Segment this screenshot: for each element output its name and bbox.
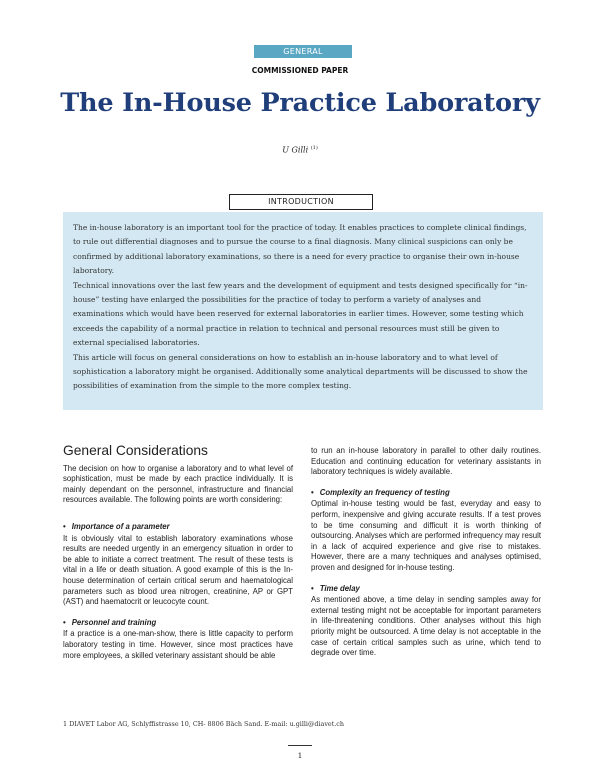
right-column: [311, 446, 541, 665]
introduction-heading: INTRODUCTION: [229, 194, 373, 210]
section-heading: General Considerations: [63, 443, 208, 458]
author-line: [0, 145, 600, 155]
subsection-heading: • Personnel and training: [63, 617, 157, 627]
article-title: The In-House Practice Laboratory: [60, 88, 540, 118]
body-paragraph: The decision on how to organise a laboratory and to what level of sophistication, must be made by each practice individually. It is mainly dependant on the personnel, infrastructure and financial resources available. The following points are worth considering:: [63, 463, 293, 505]
bullet-icon: •: [63, 521, 66, 531]
subsection-heading: • Importance of a parameter: [63, 521, 170, 531]
affiliation-footnote: 1 DIAVET Labor AG, Schlyffistrasse 10, CH- 8806 Bäch Sand. E-mail: u.gilli@diavet.ch: [63, 720, 345, 728]
introduction-text: [73, 221, 531, 394]
subsection-heading: • Time delay: [311, 583, 360, 593]
left-column: [63, 443, 293, 667]
body-paragraph: to run an in-house laboratory in parallel to other daily routines. Education and continuing education for veterinary assistants in laboratory techniques is widely available.: [311, 446, 541, 477]
author-name: U Gilli: [282, 145, 309, 155]
section-banner: GENERAL: [254, 45, 352, 58]
page-number: 1: [297, 751, 303, 760]
article-type: COMMISSIONED PAPER: [251, 66, 349, 75]
intro-paragraph: This article will focus on general considerations on how to establish an in-house laboratory and to what level of sophistication a laboratory might be organised. Additionally some analytical departments will be discussed to show the possibilities of examination from the simple to the more complex testing.: [73, 352, 528, 391]
intro-paragraph: Technical innovations over the last few years and the development of equipment and tests designed specifically for “in-house” testing have enlarged the possibilities for the practice of today to perform a variety of analyses and examinations which would have been reserved for external laboratories in earlier times. However, some testing which exceeds the capability of a normal practice in relation to technical and personal resources must still be given to external specialised laboratories.: [73, 280, 528, 348]
body-paragraph: It is obviously vital to establish laboratory examinations whose results are needed urgently in an emergency situation in order to be able to initiate a correct treatment. The result of these tests is vital in a life or death situation. A good example of this is the In-house determination of certain critical serum and haematological parameters such as blood urea nitrogen, creatinine, AP or GPT (AST) and haematocrit or leucocyte count.: [63, 533, 293, 607]
intro-paragraph: The in-house laboratory is an important tool for the practice of today. It enables practices to complete clinical findings, to rule out differential diagnoses and to pursue the course to a final diagnosis. Many clinical suspicions can only be confirmed by additional laboratory examinations, so there is a need for every practice to organise their own in-house laboratory.: [73, 223, 527, 276]
subsection-heading: • Complexity an frequency of testing: [311, 487, 450, 497]
bullet-icon: •: [311, 487, 314, 497]
page-number-rule: [288, 745, 312, 746]
body-paragraph: As mentioned above, a time delay in sending samples away for external testing might not be acceptable for important parameters in life-threatening conditions. Other analyses without this high priority might be outsourced. A time delay is not acceptable in the case of certain critical samples such as urine, which tend to degrade over time.: [311, 595, 541, 658]
body-paragraph: Optimal in-house testing would be fast, everyday and easy to perform, inexpensive and giving accurate results. If a test proves to be time consuming and difficult it is worth thinking of outsourcing. Analyses which are performed infrequency may result in a lack of acquired experience and give rise to mistakes. However, there are a many techniques and analyses optimised, proven and designed for in-house testing.: [311, 499, 541, 572]
body-paragraph: If a practice is a one-man-show, there is little capacity to perform laboratory testing in time. However, since most practices have more employees, a skilled veterinary assistant should be able: [63, 629, 293, 660]
bullet-icon: •: [311, 583, 314, 593]
author-footnote-marker: (1): [310, 145, 318, 151]
bullet-icon: •: [63, 617, 66, 627]
